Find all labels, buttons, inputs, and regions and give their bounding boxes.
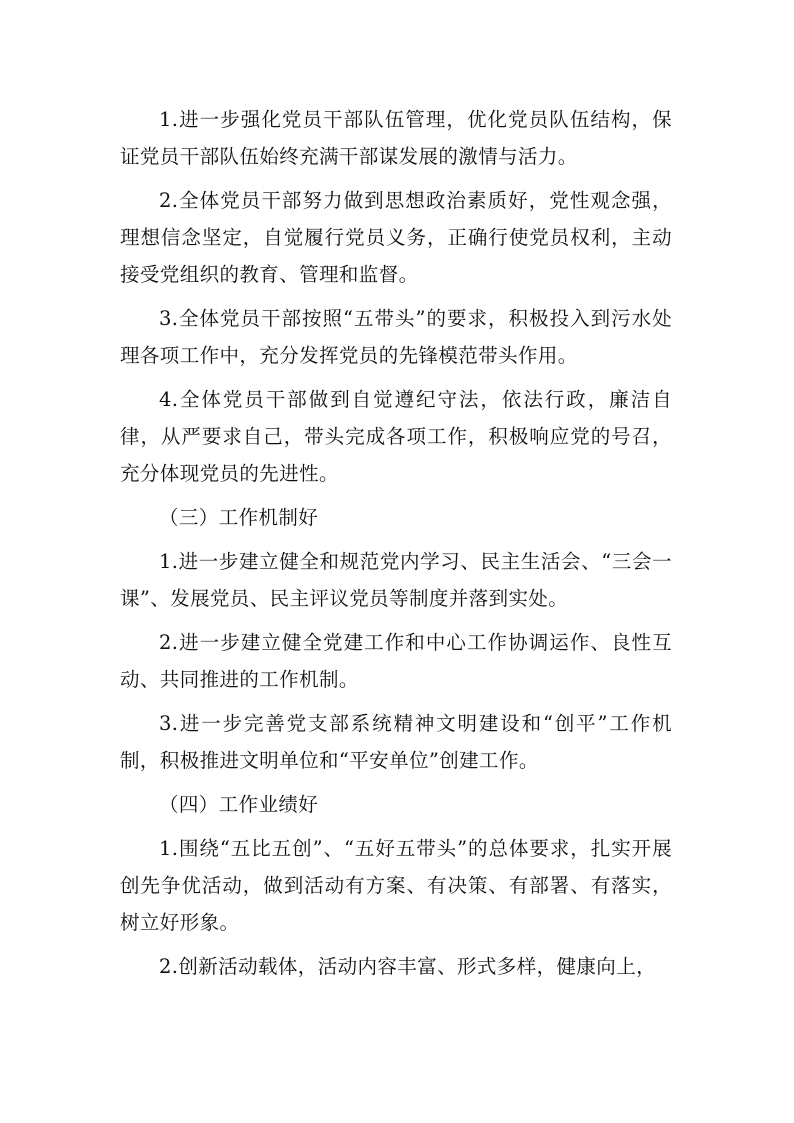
- paragraph-6: 2.进一步建立健全党建工作和中心工作协调运作、良性互动、共同推进的工作机制。: [120, 631, 672, 691]
- paragraph-5: 1.进一步建立健全和规范党内学习、民主生活会、“三会一课”、发展党员、民主评议党员等制度并落到实处。: [120, 550, 672, 610]
- section-heading-3: （三）工作机制好: [159, 506, 319, 529]
- paragraph-9: 2.创新活动载体，活动内容丰富、形式多样，健康向上，: [159, 955, 657, 978]
- paragraph-4: 4.全体党员干部做到自觉遵纪守法，依法行政，廉洁自律，从严要求自己，带头完成各项工作，积极响应党的号召，充分体现党员的先进性。: [120, 388, 672, 485]
- paragraph-1: 1.进一步强化党员干部队伍管理，优化党员队伍结构，保证党员干部队伍始终充满干部谋发展的激情与活力。: [120, 108, 672, 168]
- section-heading-4: （四）工作业绩好: [159, 793, 319, 816]
- paragraph-2: 2.全体党员干部努力做到思想政治素质好，党性观念强，理想信念坚定，自觉履行党员义务，正确行使党员权利，主动接受党组织的教育、管理和监督。: [120, 189, 672, 286]
- paragraph-3: 3.全体党员干部按照“五带头”的要求，积极投入到污水处理各项工作中，充分发挥党员的先锋模范带头作用。: [120, 307, 672, 367]
- paragraph-7: 3.进一步完善党支部系统精神文明建设和“创平”工作机制，积极推进文明单位和“平安单位”创建工作。: [120, 712, 672, 772]
- document-page: [120, 101, 672, 992]
- paragraph-8: 1.围绕“五比五创”、“五好五带头”的总体要求，扎实开展创先争优活动，做到活动有方案、有决策、有部署、有落实，树立好形象。: [120, 837, 672, 934]
